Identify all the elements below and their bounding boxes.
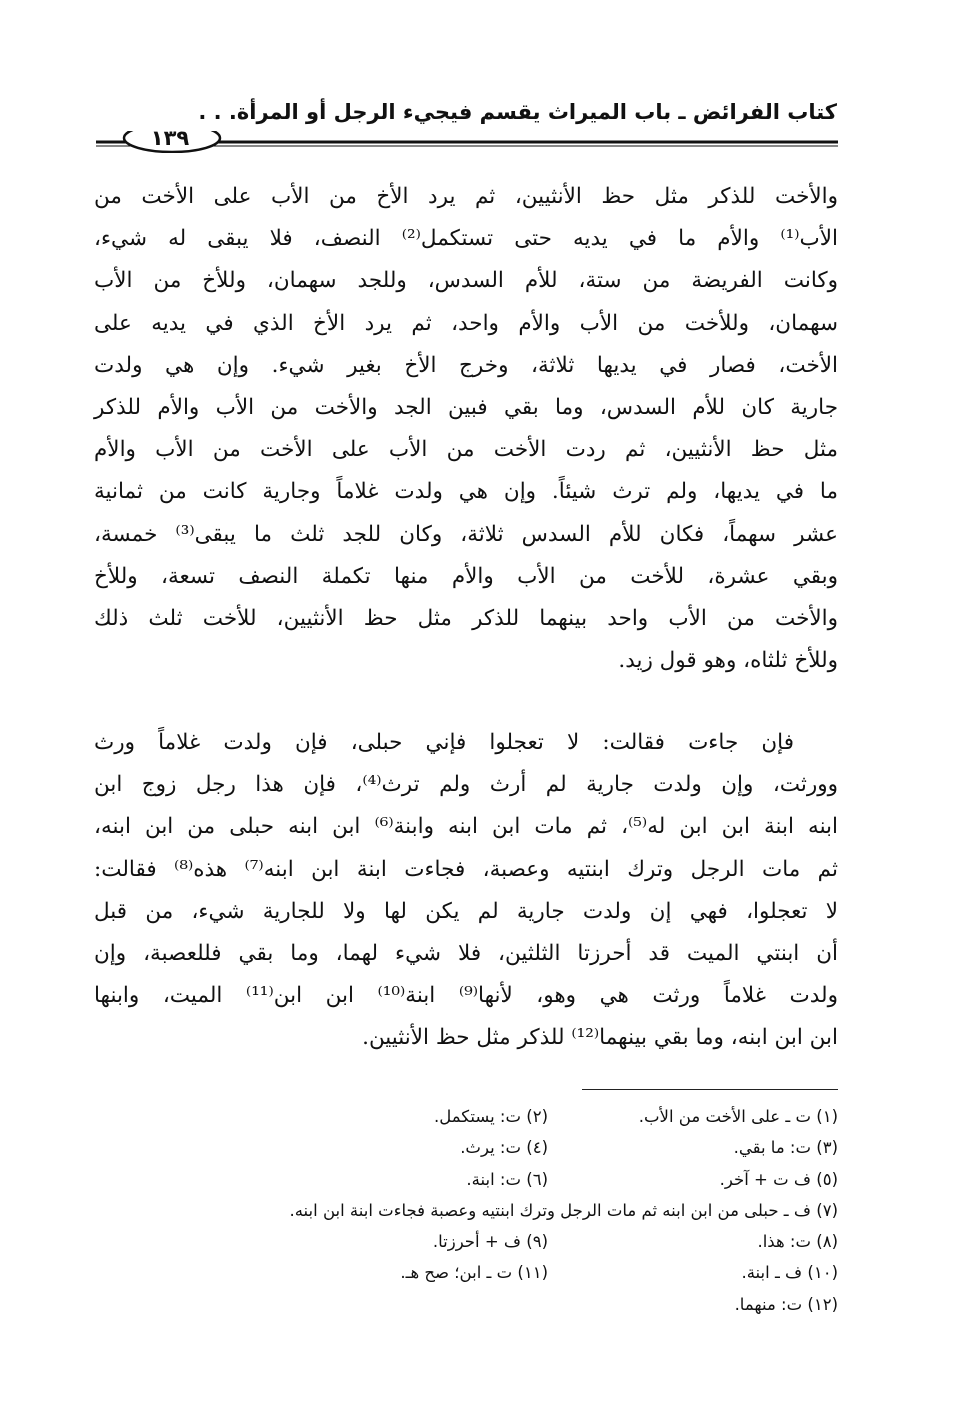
text-line: سهمان، وللأخت من الأب والأم واحد، ثم يرد الأخ الذي في يديه على [94,310,838,336]
text-line: عشر سهماً، فكان للأم السدس ثلاثة، وكان للجد ثلث ما يبقى⁽³⁾ خمسة، [94,521,839,547]
footnote-row [94,1195,838,1226]
text-line: ولدت غلاماً ورثت هي وهو، لأنها⁽⁹⁾ ابنة⁽¹⁰⁾ ابن ابن⁽¹¹⁾ الميت، وابنها [94,983,838,1009]
footnote-10: (١٠) ف ـ ابنة. [741,1263,838,1283]
text-line: وورثت، وإن ولدت جارية لم أرث ولم ترث⁽⁴⁾، فإن هذا رجل زوج ابن [94,772,838,798]
footnote-row [94,1257,838,1288]
footnote-2: (٢) ت: يستكمل. [433,1107,548,1126]
footnote-1: (١) ت ـ على الأخت من الأب. [638,1107,838,1126]
text-line: مثل حظ الأنثيين، ثم ردت الأخت من الأب على الأخت من الأب والأم [94,437,838,463]
text-line: وكانت الفريضة من ستة، للأم السدس، وللجد سهمان، وللأخ من الأب [94,268,838,294]
footnote-row [94,1226,838,1257]
running-header-title: كتاب الفرائض ـ باب الميراث يقسم فيجيء الرجل أو المرأة. . . [198,100,837,124]
footnote-9: (٩) ف + أحرزتا. [432,1232,548,1252]
footnote-3: (٣) ت: ما بقي. [733,1138,838,1158]
footnote-row [94,1164,838,1195]
text-line: جارية كان للأم السدس، وما بقي فبين الجد والأخت من الأب والأم للذكر [94,395,838,421]
text-line: ثم مات الرجل وترك ابنتيه وعصبة، فجاءت ابنة ابن ابنه⁽⁷⁾ هذه⁽⁸⁾ فقالت: [94,856,838,882]
footnote-row [94,1289,838,1320]
footnote-row [94,1132,838,1163]
page-number: ١٣٩ [150,126,190,150]
footnote-4: (٤) ت: يرث. [460,1138,548,1158]
text-line: الأخت، فصار في يديها ثلاثة، وخرج الأخ بغير شيء. وإن هي ولدت [94,352,838,378]
text-line: وللأخ ثلثاه، وهو قول زيد. [618,648,838,674]
text-line: أن ابنتي الميت قد أحرزتا الثلثين، فلا شيء لهما، وما بقي فللعصبة، وإن [94,941,838,967]
text-line: لا تعجلوا، فهي إن ولدت جارية لم يكن لها ولا للجارية شيء، من قبل [94,898,838,924]
footnote-12: (١٢) ت: منهما. [734,1294,838,1314]
footnote-row [94,1101,838,1132]
text-line: والأخت للذكر مثل حظ الأنثيين، ثم يرد الأخ من الأب على الأخت من [94,184,838,209]
paragraph-2 [94,722,838,1060]
text-line: ابن ابن ابنه، وما بقي بينهما⁽¹²⁾ للذكر مثل حظ الأنثيين. [362,1025,838,1051]
footnotes [94,1101,838,1320]
footnote-7: (٧) ف ـ حبلى من ابن ابنه ثم مات الرجل وترك ابنتيه وعصبة فجاءت ابنة ابن ابنه. [289,1200,838,1220]
footnote-6: (٦) ت: ابنة. [466,1169,548,1189]
text-line: والأخت من الأب واحد بينهما للذكر مثل حظ الأنثيين، للأخت ثلث ذلك [94,606,838,632]
text-line: الأب⁽¹⁾ والأم ما في يديه حتى تستكمل⁽²⁾ النصف، فلا يبقى له شيء، [94,226,838,252]
footnote-8: (٨) ت: هذا. [757,1232,838,1252]
paragraph-1 [94,176,838,682]
footnote-separator [582,1089,838,1090]
footnote-11: (١١) ت ـ ابن؛ صح هـ. [400,1263,548,1283]
text-line: ابنه ابنة ابن ابن له⁽⁵⁾، ثم مات ابن ابنه وابنة⁽⁶⁾ ابن ابنه حبلى من ابن ابنه، [94,814,839,840]
text-line: وبقي عشرة، للأخت من الأب والأم منها تكملة النصف تسعة، وللأخ [94,563,838,589]
text-line: فإن جاءت فقالت: لا تعجلوا فإني حبلى، فإن ولدت غلاماً ورث [94,730,794,755]
footnote-5: (٥) ف ت + آخر. [719,1169,838,1189]
text-line: ما في يديها، ولم ترث شيئاً. وإن هي ولدت غلاماً وجارية كانت من ثمانية [94,479,838,505]
